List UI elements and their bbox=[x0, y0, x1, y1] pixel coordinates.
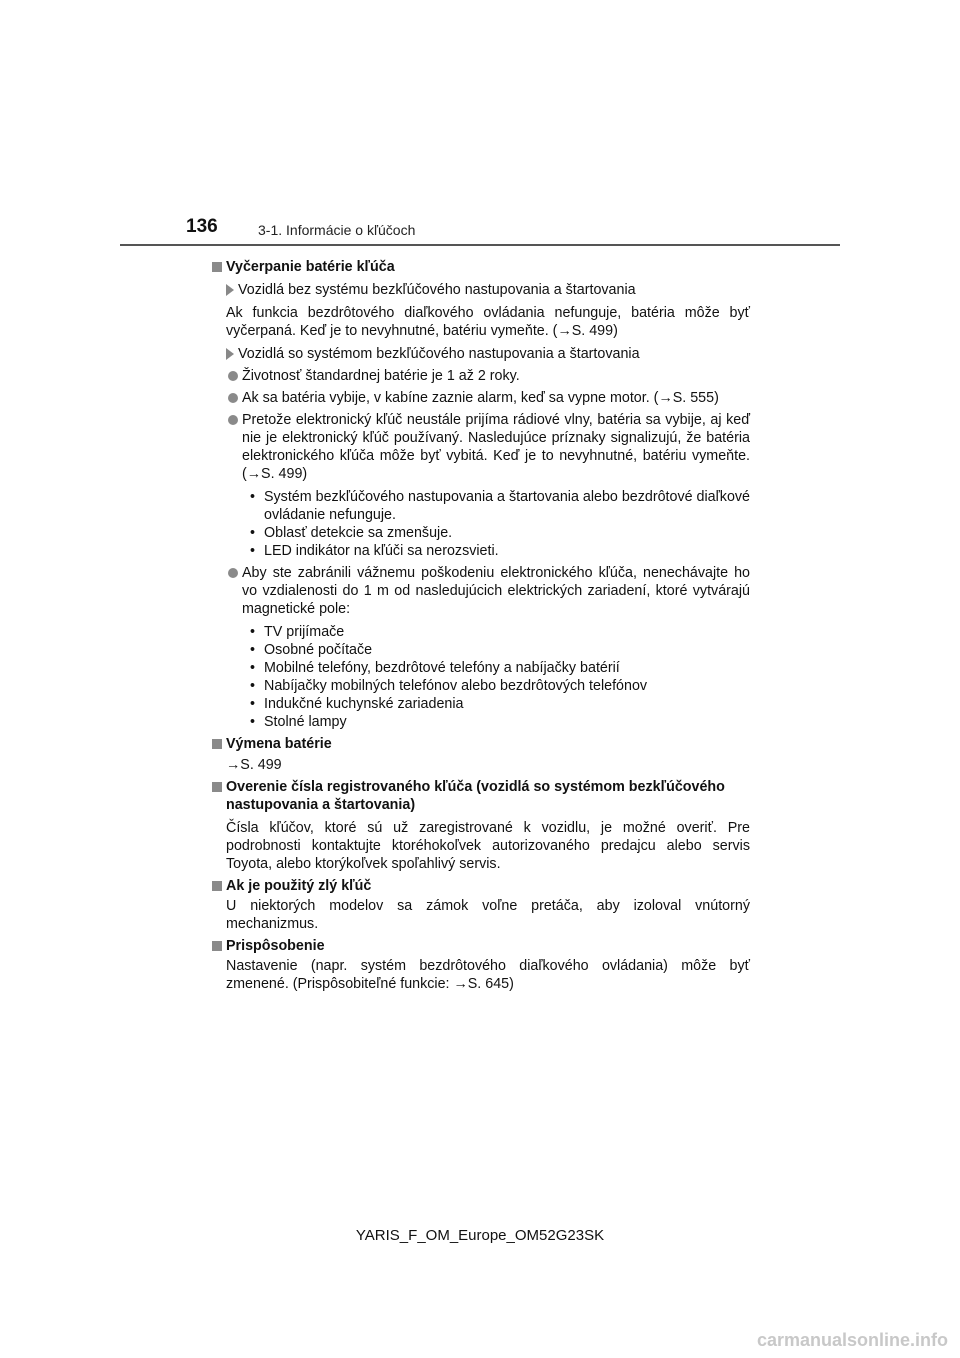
list-item: • LED indikátor na kľúči sa nerozsvieti. bbox=[250, 543, 499, 559]
list-item: • Nabíjačky mobilných telefónov alebo bezdrôtových telefónov bbox=[250, 678, 648, 694]
bullet-item: Životnosť štandardnej batérie je 1 až 2 roky. bbox=[226, 367, 750, 385]
paragraph: Nastavenie (napr. systém bezdrôtového diaľkového ovládania) môže byť zmenené. (Prispôsobiteľné funkcie: →S. 645) bbox=[226, 958, 750, 992]
square-bullet-icon bbox=[212, 881, 222, 891]
heading-customization: Prispôsobenie bbox=[210, 937, 750, 955]
list-item: • Systém bezkľúčového nastupovania a štartovania alebo bezdrôtové diaľkové ovládanie nefunguje. bbox=[250, 489, 750, 523]
vehicle-variant-without: Vozidlá bez systému bezkľúčového nastupovania a štartovania bbox=[210, 281, 750, 299]
symptom-list bbox=[226, 488, 750, 560]
circle-bullet-icon bbox=[228, 371, 238, 381]
page-reference: →S. 499 bbox=[226, 757, 282, 773]
vehicle-variant-with: Vozidlá so systémom bezkľúčového nastupovania a štartovania bbox=[210, 345, 750, 363]
triangle-marker-icon bbox=[226, 284, 234, 296]
heading-wrong-key: Ak je použitý zlý kľúč bbox=[210, 877, 750, 895]
list-item: • TV prijímače bbox=[250, 624, 345, 640]
square-bullet-icon bbox=[212, 739, 222, 749]
heading-key-number-check: Overenie čísla registrovaného kľúča (vozidlá so systémom bezkľúčového nastupovania a štartovania) bbox=[210, 778, 750, 814]
document-code: YARIS_F_OM_Europe_OM52G23SK bbox=[355, 1227, 605, 1244]
circle-bullet-icon bbox=[228, 568, 238, 578]
watermark: carmanualsonline.info bbox=[756, 1330, 948, 1350]
paragraph: Ak funkcia bezdrôtového diaľkového ovládania nefunguje, batéria môže byť vyčerpaná. Keď je to nevyhnutné, batériu vymeňte. (→S. 499) bbox=[226, 305, 750, 339]
list-item: • Osobné počítače bbox=[250, 642, 373, 658]
square-bullet-icon bbox=[212, 262, 222, 272]
list-item: • Indukčné kuchynské zariadenia bbox=[250, 696, 464, 712]
page-number: 136 bbox=[186, 216, 218, 237]
bullet-item: Ak sa batéria vybije, v kabíne zaznie alarm, keď sa vypne motor. (→S. 555) bbox=[226, 389, 750, 407]
circle-bullet-icon bbox=[228, 393, 238, 403]
section-title: 3-1. Informácie o kľúčoch bbox=[258, 222, 416, 238]
bullet-item: Aby ste zabránili vážnemu poškodeniu elektronického kľúča, nenechávajte ho vo vzdialenosti do 1 m od nasledujúcich elektrických zariadení, ktoré vytvárajú magnetické pole: bbox=[226, 564, 750, 618]
page-content bbox=[210, 254, 750, 993]
heading-battery-depletion: Vyčerpanie batérie kľúča bbox=[210, 258, 750, 276]
heading-battery-replacement: Výmena batérie bbox=[210, 735, 750, 753]
triangle-marker-icon bbox=[226, 348, 234, 360]
list-item: • Stolné lampy bbox=[250, 714, 347, 730]
list-item: • Oblasť detekcie sa zmenšuje. bbox=[250, 525, 453, 541]
bullet-item: Pretože elektronický kľúč neustále prijíma rádiové vlny, batéria sa vybije, aj keď nie je elektronický kľúč používaný. Nasledujúce príznaky signalizujú, že batéria elektronického kľúča môže byť vybitá. Keď je to nevyhnutné, batériu vymeňte. (→S. 499) bbox=[226, 411, 750, 483]
header-divider bbox=[120, 244, 840, 246]
list-item: • Mobilné telefóny, bezdrôtové telefóny a nabíjačky batérií bbox=[250, 660, 620, 676]
square-bullet-icon bbox=[212, 941, 222, 951]
paragraph: Čísla kľúčov, ktoré sú už zaregistrované k vozidlu, je možné overiť. Pre podrobnosti kontaktujte ktoréhokoľvek autorizovaného predajcu alebo servis Toyota, alebo ktorýkoľvek spoľahlivý servis. bbox=[226, 820, 750, 872]
square-bullet-icon bbox=[212, 782, 222, 792]
device-list bbox=[226, 623, 750, 731]
circle-bullet-icon bbox=[228, 415, 238, 425]
paragraph: U niektorých modelov sa zámok voľne pretáča, aby izoloval vnútorný mechanizmus. bbox=[226, 898, 750, 932]
